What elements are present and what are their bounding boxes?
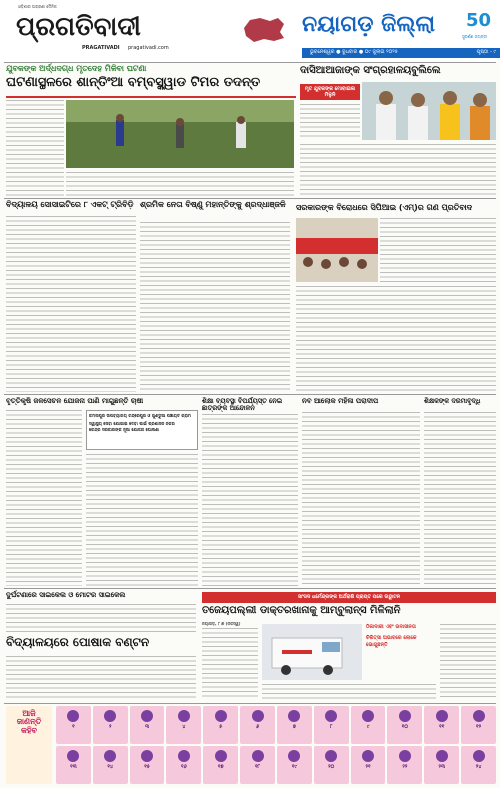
- ad-cell: [240, 706, 275, 744]
- ad-cell: [387, 706, 422, 744]
- top-story-column-2: [66, 172, 294, 196]
- top-story-photo: [66, 100, 294, 168]
- ad-cell-icon: [473, 710, 485, 722]
- protest-rally-image: [296, 218, 378, 282]
- district-map-icon: [240, 14, 288, 44]
- mobile-missing-tag: ମୃତ ଯୁବକଙ୍କ ମୋବାଇଲ ମିଳୁନି: [300, 84, 360, 100]
- ad-cell-label: ୯: [366, 724, 370, 730]
- ad-cell-icon: [399, 750, 411, 762]
- women-story-headline: ନବ ଆଲୋକ ମହିଳା ପରାଦୀପ: [302, 397, 379, 405]
- tribute-story-headline: ଶ୍ରମିକ ନେତା ବିଷ୍ଣୁ ମହାନ୍ତିଙ୍କୁ ଶ୍ରଦ୍ଧାଞ୍ଜଳି: [140, 200, 286, 209]
- ad-cell: [93, 746, 128, 784]
- protest-story-text-1: [380, 218, 496, 282]
- ad-cell-label: ୧୩: [70, 764, 77, 770]
- masthead: [0, 0, 500, 62]
- issue-date: ଭୁବନେଶ୍ୱର ● ବୁଧବାର ● ୦୯ ଜୁଲାଇ ୨୦୨୫: [310, 49, 398, 55]
- ad-cell-label: ୨୧: [365, 764, 371, 770]
- museum-photo: [362, 82, 496, 140]
- ad-cell: [461, 746, 496, 784]
- tagline: ଓଡ଼ିଶାର ଅଗ୍ରଣୀ ଦୈନିକ: [18, 4, 57, 9]
- uniform-headline: ବିଦ୍ୟାଳୟରେ ପୋଷାକ ବଣ୍ଟନ: [6, 635, 150, 649]
- ad-cell: [351, 746, 386, 784]
- ad-cell-icon: [325, 710, 337, 722]
- ad-title-panel: [6, 706, 52, 784]
- highlight-line-3: କେନ୍ଦ୍ର ସରକାରଙ୍କ ନୂଆ ଯୋଜନା ଘୋଷଣା: [89, 427, 160, 432]
- ambulance-kicker: ସାଂସଦ ଧର୍ମେନ୍ଦ୍ରଙ୍କ ଅର୍ଥରାଶି ପ୍ରାପ୍ତ ପରେ ଉଦ୍ଘାଟନ: [202, 592, 496, 603]
- accident-headline: ଦୁର୍ଘଟଣାରେ ସାଇକେଲ ଓ ମୋଟର ସାଇକେଲ: [6, 591, 126, 599]
- ad-cell: [166, 746, 201, 784]
- ad-cell: [56, 746, 91, 784]
- district-title: ନୟାଗଡ଼ ଜିଲ୍ଲା: [302, 12, 436, 37]
- ad-cell-label: ୧୭: [217, 764, 224, 770]
- museum-story-headline: ଦାସିଆଆଜାଙ୍କ ସଂଗ୍ରହାଳୟବୁଲିଲେ: [300, 65, 441, 76]
- ad-cell-icon: [104, 750, 116, 762]
- ad-cell: [166, 706, 201, 744]
- ad-cell-icon: [104, 710, 116, 722]
- ad-cell: [424, 746, 459, 784]
- ad-cell: [314, 746, 349, 784]
- ad-cell-label: ୬: [256, 724, 260, 730]
- ad-cell-label: ୧: [72, 724, 75, 730]
- ad-cell-icon: [288, 710, 300, 722]
- women-story-text: [302, 412, 420, 586]
- education-story-headline: ଶିକ୍ଷା ବ୍ୟବସ୍ଥା ବିପର୍ଯ୍ୟସ୍ତ ନେଇ ଛାତ୍ରଙ୍କ ଆନ୍ଦୋଳନ: [202, 397, 283, 412]
- ad-cell-icon: [178, 710, 190, 722]
- top-story-headline: ଘଟଣାସ୍ଥଳରେ ଶାନ୍ତିଂଆ ବମ୍ବସ୍କ୍ୱାଡ ଟିମର ତଦନ୍ତ: [6, 75, 261, 90]
- red-point-2: ଚିକିତ୍ସା ଅଭାବରେ ଲୋକେ ଭୋଗୁଛନ୍ତି: [366, 635, 417, 648]
- highlight-line-2: ସ୍ୱାସ୍ଥ୍ୟ ସେବା ଯୋଗାଇ ଦେବା ପାଇଁ ପ୍ରଶାସନ ନଜର: [89, 421, 175, 426]
- ad-cell-icon: [215, 750, 227, 762]
- ad-cell: [130, 706, 165, 744]
- people-group-image: [362, 82, 496, 140]
- uniform-text: [6, 656, 196, 700]
- ambulance-image: [262, 624, 362, 680]
- ad-cell-icon: [215, 710, 227, 722]
- ad-cell-label: ୨୨: [402, 764, 408, 770]
- newspaper-logo: ପ୍ରଗତିବାଦୀ: [16, 12, 141, 42]
- field-scene-image: [66, 100, 294, 168]
- ad-cell-icon: [252, 710, 264, 722]
- anniversary-subtitle: ସୁବର୍ଣ୍ଣ ଜୟନ୍ତୀ: [462, 34, 488, 39]
- museum-story-text-2: [300, 144, 496, 196]
- ad-cell-label: ୧୬: [181, 764, 187, 770]
- ad-cell-label: ୩: [145, 724, 150, 730]
- ad-cell: [277, 746, 312, 784]
- ad-cell: [351, 706, 386, 744]
- ad-cell-icon: [362, 710, 374, 722]
- ambulance-text-3: [440, 624, 496, 700]
- section-rule-2: [4, 394, 496, 395]
- ambulance-byline: ନୟାଗଡ଼, ୮।୭ (ନିଜସ୍ୱ): [202, 622, 241, 626]
- section-rule-1: [4, 198, 496, 199]
- ad-cell-label: ୧୧: [439, 724, 445, 730]
- logo-subtitle: PRAGATIVADI: [82, 45, 120, 51]
- ambulance-headline: ତଜେୟପଲ୍ଲୀ ଡାକ୍ତରଖାନାକୁ ଆମ୍ବୁଲାନ୍ସ ମିଳିଲାନି: [202, 605, 401, 616]
- ad-cell-label: ୨: [108, 724, 112, 730]
- society-story-headline: ବିଦ୍ୟାଳୟ ସୋସାଇଟିରେ ୮ ଏକଟ୍ ଟ୍ରିବିଡ଼ି: [6, 200, 134, 209]
- ad-cell: [56, 706, 91, 744]
- red-point-1: ଠିକାଦାରୀ ଏବଂ ଉଦାସୀନତା: [366, 624, 416, 630]
- top-story-column-1: [6, 100, 64, 196]
- ad-cell-label: ୮: [329, 724, 333, 730]
- ad-cell-label: ୧୯: [291, 764, 297, 770]
- ad-cell: [93, 706, 128, 744]
- ad-cell: [203, 746, 238, 784]
- ad-cell-label: ୨୦: [328, 764, 335, 770]
- protest-photo: [296, 218, 378, 282]
- ad-title: ଆଜି ଜାଣନ୍ତି କହିବ: [16, 709, 42, 735]
- top-story-kicker: ଯୁବକଙ୍କ ଅର୍ଦ୍ଧଦଗ୍ଧ ମୃତଦେହ ମିଳିବା ଘଟଣା: [6, 64, 147, 73]
- protest-story-text-2: [296, 286, 496, 392]
- ad-cell-icon: [473, 750, 485, 762]
- ad-grid: [56, 706, 496, 784]
- ad-cell-icon: [67, 710, 79, 722]
- ad-cell-label: ୧୨: [476, 724, 482, 730]
- ad-cell-icon: [288, 750, 300, 762]
- ad-cell: [461, 706, 496, 744]
- teacher-story-headline: ଶିକ୍ଷକଙ୍କ ଦରମାବୃଦ୍ଧି: [424, 397, 481, 405]
- accident-text: [6, 604, 196, 634]
- tribute-story-text: [140, 222, 290, 392]
- masthead-rule: [4, 62, 496, 63]
- teacher-story-text: [424, 412, 496, 586]
- ad-cell: [314, 706, 349, 744]
- ad-cell-icon: [436, 710, 448, 722]
- ad-cell-label: ୧୪: [107, 764, 114, 770]
- ad-cell: [203, 706, 238, 744]
- highlight-line-1: କମଳାପୁର ଉପବ୍ୟାଳୟ ଚନ୍ଦ୍ରେପୁର ଓ ଗୁଣ୍ଡୁଆ ପଞ୍ଚାୟତ ଗ୍ରାମ: [89, 413, 192, 418]
- ad-cell-icon: [178, 750, 190, 762]
- ad-cell-icon: [141, 710, 153, 722]
- ad-cell-label: ୧୫: [144, 764, 150, 770]
- ambulance-photo: [262, 624, 362, 680]
- section-rule-3: [4, 588, 496, 589]
- ad-cell-icon: [325, 750, 337, 762]
- ad-cell: [424, 706, 459, 744]
- ad-cell-label: ୨୩: [438, 764, 445, 770]
- ad-cell: [277, 706, 312, 744]
- ad-cell-label: ୫: [219, 724, 223, 730]
- page-number: ପୃଷ୍ଠା - ୯: [476, 49, 496, 55]
- ad-cell: [130, 746, 165, 784]
- dateline-bar: [302, 48, 500, 58]
- ad-cell-label: ୧୮: [254, 764, 261, 770]
- ad-cell-label: ୭: [292, 724, 296, 730]
- ad-cell-icon: [67, 750, 79, 762]
- society-story-text: [6, 216, 136, 392]
- irrigation-story-headline: ବୃତ୍ତିକୃଷି ଜଳସେଚନ ଯୋଜନା ପାଣି ମାଗୁଛନ୍ତି ଚାଷୀ: [6, 397, 144, 405]
- ad-cell-icon: [362, 750, 374, 762]
- ambulance-text-1: [202, 628, 258, 700]
- anniversary-logo: 50: [466, 10, 492, 31]
- museum-story-text-1: [300, 104, 360, 140]
- ad-cell: [240, 746, 275, 784]
- ad-cell-label: ୧୦: [401, 724, 409, 730]
- protest-story-headline: ସରକାରଙ୍କ ବିରୋଧରେ ସିପିଆଇ (ଏମ୍)ର ଗଣ ପ୍ରତିବାଦ: [296, 203, 473, 212]
- ad-cell-icon: [252, 750, 264, 762]
- ambulance-text-2: [262, 684, 436, 700]
- irrigation-story-text: [6, 410, 82, 586]
- ad-cell: [387, 746, 422, 784]
- ad-cell-label: ୪: [182, 724, 186, 730]
- red-points-box: [366, 624, 436, 664]
- top-story-underline: [6, 96, 296, 98]
- section-rule-4: [4, 703, 496, 704]
- website-url: pragativadi.com: [128, 45, 169, 51]
- ad-cell-label: ୨୪: [475, 764, 482, 770]
- irrigation-story-text-2: [86, 454, 198, 586]
- ad-cell-icon: [399, 710, 411, 722]
- ad-cell-icon: [141, 750, 153, 762]
- education-story-text: [202, 414, 298, 586]
- ad-cell-icon: [436, 750, 448, 762]
- highlight-box: [86, 410, 198, 450]
